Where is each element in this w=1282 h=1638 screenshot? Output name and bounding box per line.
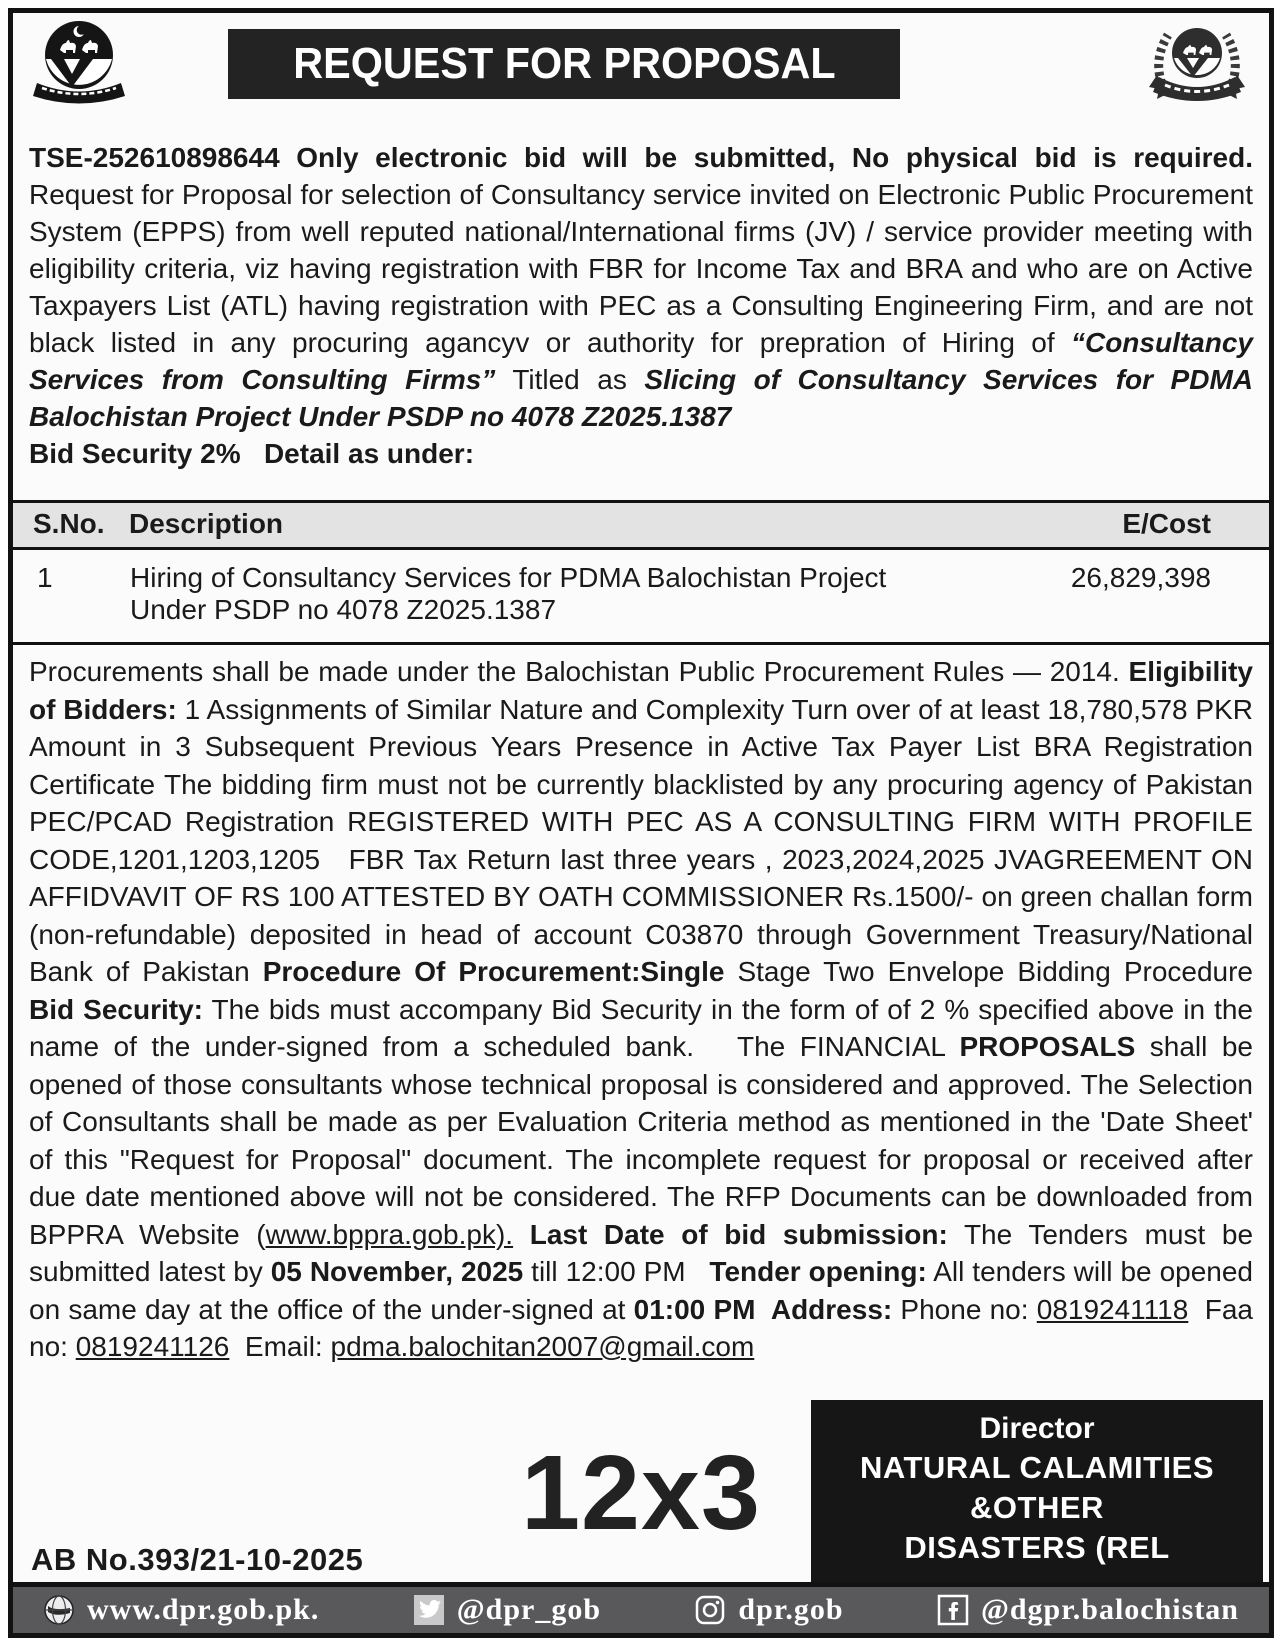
- table-row: [13, 549, 1269, 644]
- ad-size-tag: 12x3: [521, 1434, 761, 1552]
- footer-twitter-label: @dpr_gob: [456, 1592, 602, 1626]
- instagram-icon: [694, 1594, 726, 1626]
- row-sno: 1: [13, 549, 129, 644]
- footer-instagram: [694, 1593, 843, 1627]
- signatory-title: Director: [979, 1411, 1095, 1445]
- twitter-icon: [413, 1594, 445, 1626]
- row-description: Hiring of Consultancy Services for PDMA Balochistan Project Under PSDP no 4078 Z2025.1387: [129, 549, 971, 644]
- footer-twitter: [413, 1593, 601, 1627]
- intro-paragraph: TSE-252610898644 Only electronic bid will be submitted, No physical bid is required. Request for Proposal for selection of Consultancy service invited on Electronic Public Procurement System (EPPS) from well reputed national/International firms (JV) / service provider meeting with eligibility criteria, viz having registration with FBR for Income Tax and BRA and who are on Active Taxpayers List (ATL) having registration with PEC as a Consulting Engineering Firm, and are not black listed in any procuring agancyv or authority for prepration of Hiring of “Consultancy Services from Consulting Firms” Titled as Slicing of Consultancy Services for PDMA Balochistan Project Under PSDP no 4078 Z2025.1387 Bid Security 2% Detail as under:: [29, 142, 1253, 469]
- advert-header: [13, 13, 1269, 111]
- column-header-description: Description: [129, 508, 284, 539]
- cost-table-header-row: [13, 502, 1269, 549]
- footer-instagram-label: dpr.gob: [738, 1592, 844, 1626]
- title-banner: [228, 29, 900, 99]
- social-footer-bar: [13, 1582, 1269, 1633]
- signatory-department-line1: NATURAL CALAMITIES &OTHER: [860, 1449, 1214, 1525]
- page-title: REQUEST FOR PROPOSAL: [292, 39, 836, 88]
- ab-number: AB No.393/21-10-2025: [31, 1541, 364, 1577]
- column-header-sno: S.No.: [33, 508, 105, 539]
- footer-website: [43, 1593, 319, 1627]
- dgpr-balochistan-emblem-icon: [1135, 13, 1259, 117]
- footer-facebook-label: @dgpr.balochistan: [980, 1592, 1239, 1626]
- column-header-ecost: E/Cost: [1122, 508, 1211, 539]
- footer-facebook: [937, 1593, 1239, 1627]
- signatory-department-line2: DISASTERS (REL: [904, 1529, 1170, 1565]
- globe-icon: [43, 1594, 75, 1626]
- advert-border-box: [8, 8, 1274, 1638]
- facebook-icon: [937, 1594, 969, 1626]
- row-ecost: 26,829,398: [971, 549, 1269, 644]
- cost-table: [13, 500, 1269, 645]
- balochistan-government-emblem-icon: [29, 19, 129, 109]
- body-paragraph: Procurements shall be made under the Balochistan Public Procurement Rules — 2014. Eligibility of Bidders: 1 Assignments of Similar Nature and Complexity Turn over of at least 18,780,578 PKR Amount in 3 Subsequent Previous Years Presence in Active Tax Payer List BRA Registration Certificate The bidding firm must not be currently blacklisted by any procuring agency of Pakistan PEC/PCAD Registration REGISTERED WITH PEC AS A CONSULTING FIRM WITH PROFILE CODE,1201,1203,1205 FBR Tax Return last three years , 2023,2024,2025 JVAGREEMENT ON AFFIDVAVIT OF RS 100 ATTESTED BY OATH COMMISSIONER Rs.1500/- on green challan form (non-refundable) deposited in head of account C03870 through Government Treasury/National Bank of Pakistan Procedure Of Procurement:Single Stage Two Envelope Bidding Procedure Bid Security: The bids must accompany Bid Security in the form of of 2 % specified above in the name of the under-signed from a scheduled bank. The FINANCIAL PROPOSALS shall be opened of those consultants whose technical proposal is considered and approved. The Selection of Consultants shall be made as per Evaluation Criteria method as mentioned in the 'Date Sheet' of this "Request for Proposal" document. The incomplete request for proposal or received after due date mentioned above will not be considered. The RFP Documents can be downloaded from BPPRA Website (www.bppra.gob.pk). Last Date of bid submission: The Tenders must be submitted latest by 05 November, 2025 till 12:00 PM Tender opening: All tenders will be opened on same day at the office of the under-signed at 01:00 PM Address: Phone no: 0819241118 Faa no: 0819241126 Email: pdma.balochitan2007@gmail.com: [29, 656, 1254, 1362]
- footer-website-label: www.dpr.gob.pk.: [87, 1592, 320, 1626]
